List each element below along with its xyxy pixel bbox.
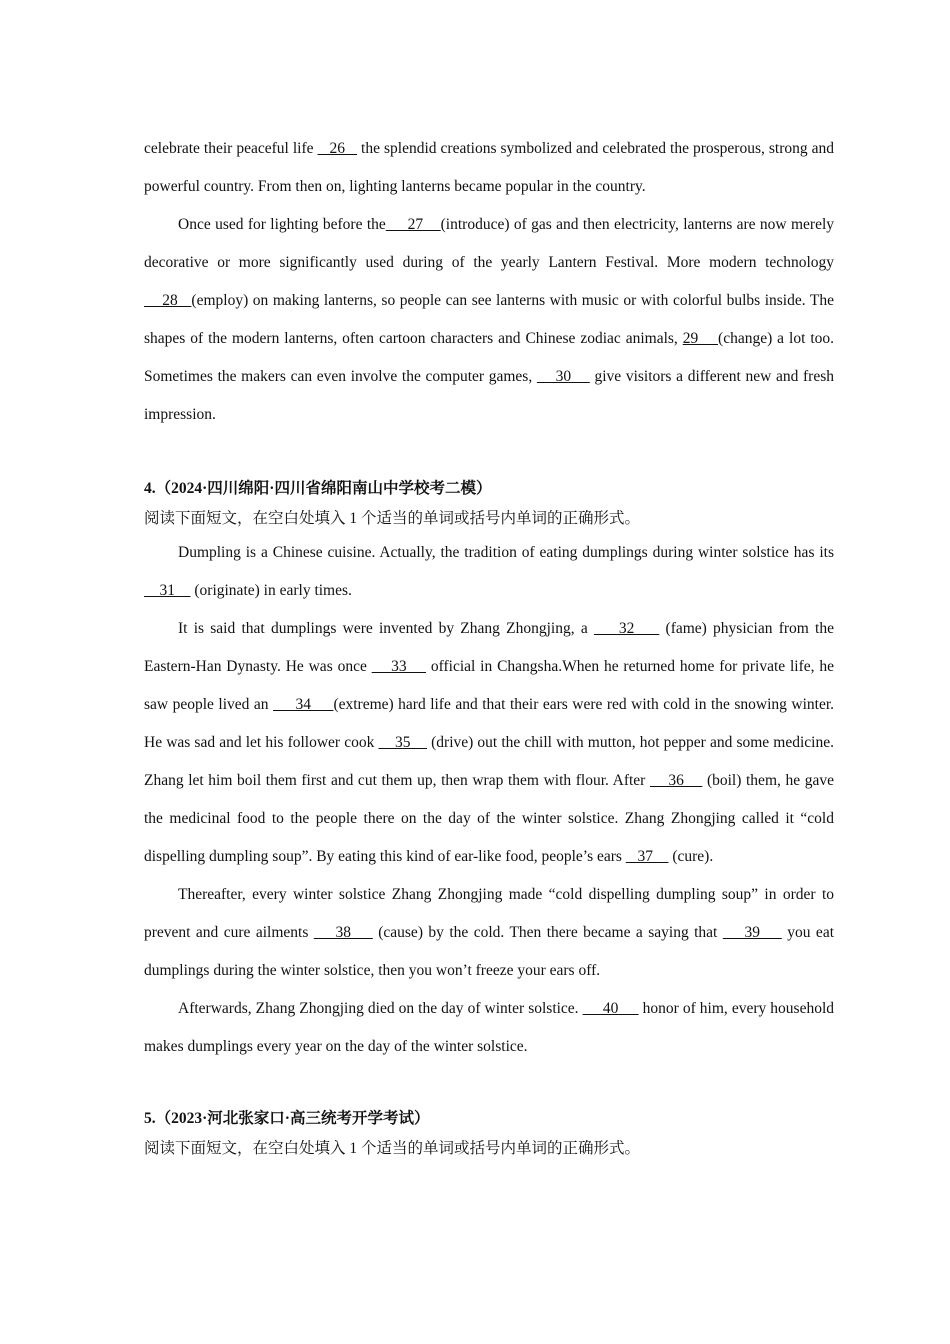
q4-paragraph-2 xyxy=(144,610,834,876)
text-run: celebrate their peaceful life xyxy=(144,140,318,157)
text-run: (boil) them, he gave the medicinal food to the people there on the day of the winter solstice. Zhang Zhongjing called it “cold dispelling dumpling soup”. By eating this kind of ear-like food, people’s ears xyxy=(144,772,834,865)
text-run: (introduce) of gas and then electricity, lanterns are now merely decorative or more significantly used during of the yearly Lantern Festival. More modern technology xyxy=(144,216,835,271)
passage1-paragraph-2 xyxy=(144,206,834,434)
question-4-heading: 4.（2024·四川绵阳·四川省绵阳南山中学校考二模） xyxy=(144,480,492,497)
text-run: Thereafter, every winter solstice Zhang Zhongjing made “cold dispelling dumpling soup” in order to prevent and cure ailments xyxy=(144,886,834,941)
blank-32[interactable]: 32 xyxy=(593,620,660,637)
blank-30[interactable]: 30 xyxy=(536,368,590,385)
question-5-instruction: 阅读下面短文，在空白处填入 1 个适当的单词或括号内单词的正确形式。 xyxy=(144,1140,641,1157)
blank-29[interactable]: 29 xyxy=(682,330,719,347)
blank-27[interactable]: 27 xyxy=(385,216,441,233)
text-run: (cure). xyxy=(668,848,714,865)
blank-40[interactable]: 40 xyxy=(582,1000,639,1017)
blank-31[interactable]: 31 xyxy=(144,582,191,599)
blank-33[interactable]: 33 xyxy=(371,658,426,675)
passage1-paragraph-1 xyxy=(144,130,834,206)
q4-paragraph-4 xyxy=(144,990,834,1066)
text-run: (change) a lot too. Sometimes the makers can even involve the computer games, xyxy=(144,330,834,385)
section-spacer xyxy=(144,1066,834,1104)
blank-36[interactable]: 36 xyxy=(649,772,703,789)
text-run: Afterwards, Zhang Zhongjing died on the day of winter solstice. xyxy=(178,1000,583,1017)
text-run: official in Changsha.When he returned home for private life, he saw people lived an xyxy=(144,658,835,713)
text-run: Once used for lighting before the xyxy=(178,216,386,233)
blank-39[interactable]: 39 xyxy=(722,924,782,941)
q4-paragraph-3 xyxy=(144,876,834,990)
text-run: (cause) by the cold. Then there became a saying that xyxy=(372,924,723,941)
text-run: It is said that dumplings were invented by Zhang Zhongjing, a xyxy=(178,620,594,637)
q4-paragraph-1 xyxy=(144,534,834,610)
question-5-heading: 5.（2023·河北张家口·高三统考开学考试） xyxy=(144,1110,430,1127)
blank-38[interactable]: 38 xyxy=(313,924,373,941)
text-run: (fame) physician from the Eastern-Han Dynasty. He was once xyxy=(144,620,834,675)
document-content xyxy=(144,130,834,1164)
text-run: Dumpling is a Chinese cuisine. Actually, the tradition of eating dumplings during winter solstice has its xyxy=(178,544,834,561)
text-run: the splendid creations symbolized and celebrated the prosperous, strong and powerful country. From then on, lighting lanterns became popular in the country. xyxy=(144,140,834,195)
text-run: give visitors a different new and fresh impression. xyxy=(144,368,834,423)
text-run: (employ) on making lanterns, so people can see lanterns with music or with colorful bulbs inside. The shapes of the modern lanterns, often cartoon characters and Chinese zodiac animals, xyxy=(144,292,835,347)
text-run: you eat dumplings during the winter solstice, then you won’t freeze your ears off. xyxy=(144,924,835,979)
text-run: (originate) in early times. xyxy=(190,582,352,599)
question-4-instruction: 阅读下面短文，在空白处填入 1 个适当的单词或括号内单词的正确形式。 xyxy=(144,510,641,527)
blank-35[interactable]: 35 xyxy=(378,734,427,751)
text-run: (drive) out the chill with mutton, hot pepper and some medicine. Zhang let him boil them first and cut them up, then wrap them with flour. After xyxy=(144,734,834,789)
blank-28[interactable]: 28 xyxy=(144,292,192,309)
blank-34[interactable]: 34 xyxy=(273,696,334,713)
blank-37[interactable]: 37 xyxy=(625,848,669,865)
text-run: honor of him, every household makes dumplings every year on the day of the winter solstice. xyxy=(144,1000,835,1055)
text-run: (extreme) hard life and that their ears were red with cold in the snowing winter. He was sad and let his follower cook xyxy=(144,696,835,751)
section-spacer xyxy=(144,434,834,474)
blank-26[interactable]: 26 xyxy=(317,140,358,157)
